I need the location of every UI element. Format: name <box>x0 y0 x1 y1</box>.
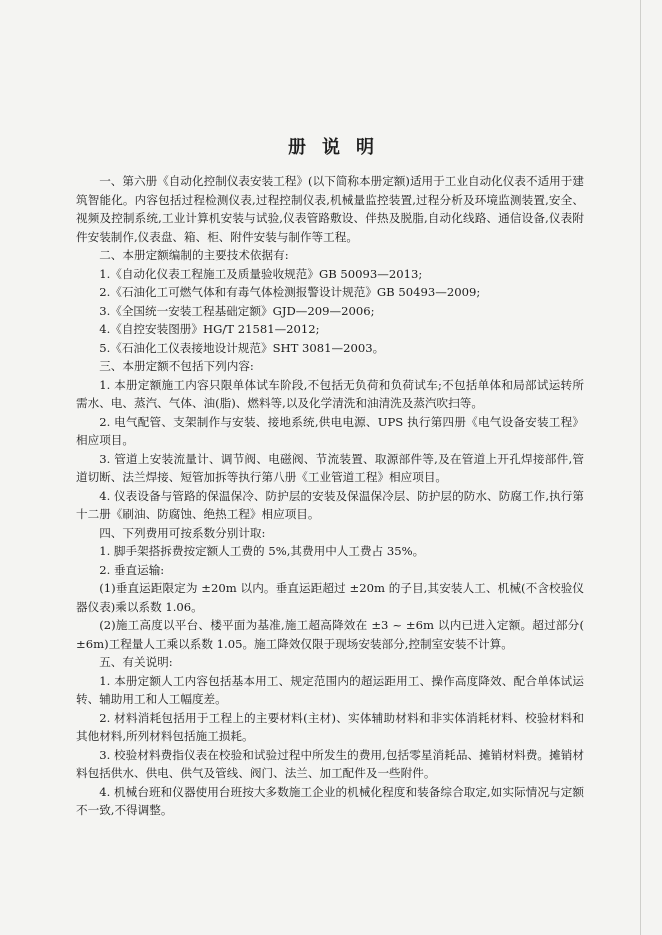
note-item: 3. 校验材料费指仪表在校验和试验过程中所发生的费用,包括零星消耗品、摊销材料费。摊销材料包括供水、供电、供气及管线、阀门、法兰、加工配件及一些附件。 <box>76 747 584 780</box>
note-item: 4. 机械台班和仪器使用台班按大多数施工企业的机械化程度和装备综合取定,如实际情况与定额不一致,不得调整。 <box>76 784 584 817</box>
note-item: 1. 本册定额人工内容包括基本用工、规定范围内的超运距用工、操作高度降效、配合单体试运转、辅助用工和人工幅度差。 <box>76 673 584 706</box>
section-heading-exclusions: 三、本册定额不包括下列内容: <box>99 359 254 373</box>
fee-item: 1. 脚手架搭拆费按定额人工费的 5%,其费用中人工费占 35%。 <box>99 544 425 558</box>
note-item: 2. 材料消耗包括用于工程上的主要材料(主材)、实体辅助材料和非实体消耗材料、校验材料和其他材料,所列材料包括施工损耗。 <box>76 710 584 743</box>
page-title: 册说明 <box>288 137 390 158</box>
exclusion-item: 1. 本册定额施工内容只限单体试车阶段,不包括无负荷和负荷试车;不包括单体和局部试运转所需水、电、蒸汽、气体、油(脂)、燃料等,以及化学清洗和油清洗及蒸汽吹扫等。 <box>76 377 584 410</box>
basis-item: 4.《自控安装图册》HG/T 21581—2012; <box>99 322 320 336</box>
basis-item: 5.《石油化工仪表接地设计规范》SHT 3081—2003。 <box>99 340 385 355</box>
basis-item: 3.《全国统一安装工程基础定额》GJD—209—2006; <box>99 303 375 318</box>
exclusion-item: 4. 仪表设备与管路的保温保冷、防护层的安装及保温保冷层、防护层的防水、防腐工作,执行第十二册《刷油、防腐蚀、绝热工程》相应项目。 <box>76 488 584 521</box>
fee-subitem: (1)垂直运距限定为 ±20m 以内。垂直运距超过 ±20m 的子目,其安装人工、机械(不含校验仪器仪表)乘以系数 1.06。 <box>76 581 584 614</box>
exclusion-item: 3. 管道上安装流量计、调节阀、电磁阀、节流装置、取源部件等,及在管道上开孔焊接部件,管道切断、法兰焊接、短管加拆等执行第八册《工业管道工程》相应项目。 <box>76 451 584 484</box>
section-heading-fees: 四、下列费用可按系数分别计取: <box>99 525 266 540</box>
fee-item: 2. 垂直运输: <box>99 562 165 577</box>
paragraph-scope: 一、第六册《自动化控制仪表安装工程》(以下简称本册定额)适用于工业自动化仪表不适用于建筑智能化。内容包括过程检测仪表,过程控制仪表,机械量监控装置,过程分析及环境监测装置,安全、视频及控制系统,工业计算机安装与试验,仪表管路敷设、伴热及脱脂,自动化线路、通信设备,仪表附件安装制作,仪表盘、箱、柜、附件安装与制作等工程。 <box>76 174 584 244</box>
section-heading-basis: 二、本册定额编制的主要技术依据有: <box>99 248 289 262</box>
basis-item: 1.《自动化仪表工程施工及质量验收规范》GB 50093—2013; <box>99 266 423 281</box>
section-heading-notes: 五、有关说明: <box>99 655 173 669</box>
document-body <box>76 172 584 820</box>
basis-item: 2.《石油化工可燃气体和有毒气体检测报警设计规范》GB 50493—2009; <box>99 285 481 299</box>
fee-subitem: (2)施工高度以平台、楼平面为基准,施工超高降效在 ±3 ~ ±6m 以内已进入定额。超过部分( ±6m)工程量人工乘以系数 1.05。施工降效仅限于现场安装部分,控制室安装不计算。 <box>76 618 584 651</box>
exclusion-item: 2. 电气配管、支架制作与安装、接地系统,供电电源、UPS 执行第四册《电气设备安装工程》相应项目。 <box>76 414 584 447</box>
